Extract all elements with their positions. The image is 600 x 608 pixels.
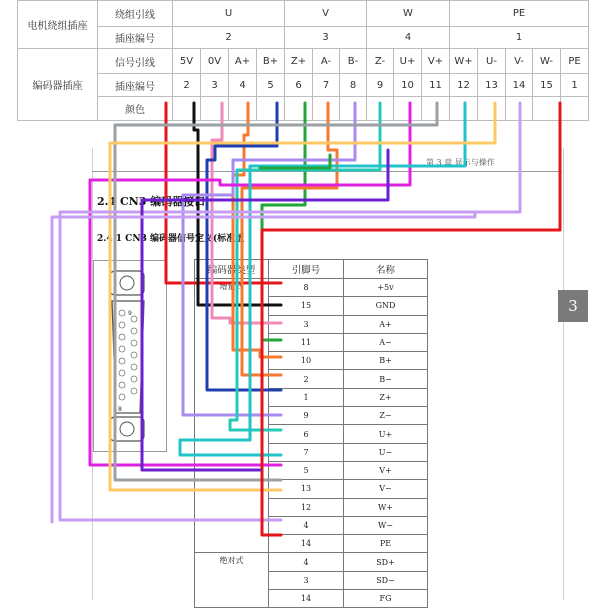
winding-socket-v: 3 <box>285 27 367 49</box>
winding-lead-w: W <box>367 1 450 27</box>
socket-cell: 10 <box>394 74 422 97</box>
socket-cell: 7 <box>313 74 340 97</box>
pin-name: V+ <box>344 461 428 479</box>
signal-cell: W+ <box>450 49 478 74</box>
signal-cell: 0V <box>201 49 229 74</box>
socket-cell: 5 <box>257 74 285 97</box>
pin-name: A+ <box>344 315 428 333</box>
socket-cell: 6 <box>285 74 313 97</box>
signal-cell: 5V <box>173 49 201 74</box>
winding-lead-label: 绕组引线 <box>98 1 173 27</box>
socket-cell: 8 <box>340 74 367 97</box>
pin-name: FG <box>344 590 428 608</box>
socket-cell: 13 <box>478 74 506 97</box>
signal-cell: Z- <box>367 49 394 74</box>
pin-name: Z+ <box>344 388 428 406</box>
pin-number: 3 <box>269 571 344 589</box>
color-label: 颜色 <box>98 97 173 121</box>
socket-cell: 3 <box>201 74 229 97</box>
pin-number: 4 <box>269 553 344 571</box>
socket-cell: 4 <box>229 74 257 97</box>
pin-name: W+ <box>344 498 428 516</box>
pin-number: 13 <box>269 480 344 498</box>
signal-cell: Z+ <box>285 49 313 74</box>
pin-name: U− <box>344 443 428 461</box>
pin-name: PE <box>344 535 428 553</box>
encoder-socket-label: 编码器插座 <box>18 49 98 121</box>
pin-name: +5v <box>344 279 428 297</box>
pin-number: 5 <box>269 461 344 479</box>
socket-cell: 12 <box>450 74 478 97</box>
pin-name: SD+ <box>344 553 428 571</box>
winding-lead-pe: PE <box>450 1 589 27</box>
signal-cell: U- <box>478 49 506 74</box>
encoder-socket-no-label: 插座编号 <box>98 74 173 97</box>
pin-number: 15 <box>269 297 344 315</box>
pin-number: 14 <box>269 590 344 608</box>
pin-number: 8 <box>269 279 344 297</box>
signal-cell: A- <box>313 49 340 74</box>
pin-number: 10 <box>269 352 344 370</box>
pin-number: 1 <box>269 388 344 406</box>
signal-cell: W- <box>533 49 561 74</box>
pin-name: B− <box>344 370 428 388</box>
pin-name: GND <box>344 297 428 315</box>
pin-number: 2 <box>269 370 344 388</box>
winding-socket-label: 插座编号 <box>98 27 173 49</box>
winding-lead-v: V <box>285 1 367 27</box>
pin-name: A− <box>344 333 428 351</box>
connector-pin-bottom: 8 <box>118 406 122 413</box>
pin-name: SD− <box>344 571 428 589</box>
signal-cell: V- <box>506 49 533 74</box>
page-tab[interactable]: 3 <box>558 290 588 322</box>
motor-socket-label: 电机绕组插座 <box>18 1 98 49</box>
signal-cell: B+ <box>257 49 285 74</box>
pin-name: Z− <box>344 407 428 425</box>
signal-cell: PE <box>561 49 589 74</box>
chapter-header: 第 3 章 显示与操作 <box>426 158 495 167</box>
winding-lead-u: U <box>173 1 285 27</box>
signal-cell: A+ <box>229 49 257 74</box>
header-name: 名称 <box>344 260 428 279</box>
socket-cell: 14 <box>506 74 533 97</box>
header-encoder-type: 编码器类型 <box>195 260 269 279</box>
pin-number: 11 <box>269 333 344 351</box>
header-pin: 引脚号 <box>269 260 344 279</box>
pin-name: W− <box>344 516 428 534</box>
signal-lead-label: 信号引线 <box>98 49 173 74</box>
section-title: 2.4 CN3 编码器接口 <box>97 195 206 208</box>
pin-name: U+ <box>344 425 428 443</box>
socket-cell: 9 <box>367 74 394 97</box>
socket-cell: 2 <box>173 74 201 97</box>
wire-u-minus <box>180 103 465 455</box>
pin-name: V− <box>344 480 428 498</box>
pin-number: 4 <box>269 516 344 534</box>
incremental-type-cell: 增量式 <box>195 279 269 553</box>
winding-socket-w: 4 <box>367 27 450 49</box>
signal-cell: B- <box>340 49 367 74</box>
wire-extra-purple <box>142 150 388 470</box>
pin-name: B+ <box>344 352 428 370</box>
signal-cell: V+ <box>422 49 450 74</box>
winding-socket-u: 2 <box>173 27 285 49</box>
connector-pin-top: 9 <box>128 310 132 317</box>
pin-number: 9 <box>269 407 344 425</box>
socket-cell: 11 <box>422 74 450 97</box>
socket-cell: 15 <box>533 74 561 97</box>
signal-cell: U+ <box>394 49 422 74</box>
pin-number: 6 <box>269 425 344 443</box>
winding-socket-pe: 1 <box>450 27 589 49</box>
pin-number: 3 <box>269 315 344 333</box>
pin-number: 12 <box>269 498 344 516</box>
subsection-title: 2.4.1 CN3 编码器信号定义(标准版 <box>97 234 245 244</box>
wire-z-plus <box>207 103 281 390</box>
pin-number: 7 <box>269 443 344 461</box>
pin-number: 14 <box>269 535 344 553</box>
absolute-type-cell: 绝对式 <box>195 553 269 608</box>
socket-cell: 1 <box>561 74 589 97</box>
